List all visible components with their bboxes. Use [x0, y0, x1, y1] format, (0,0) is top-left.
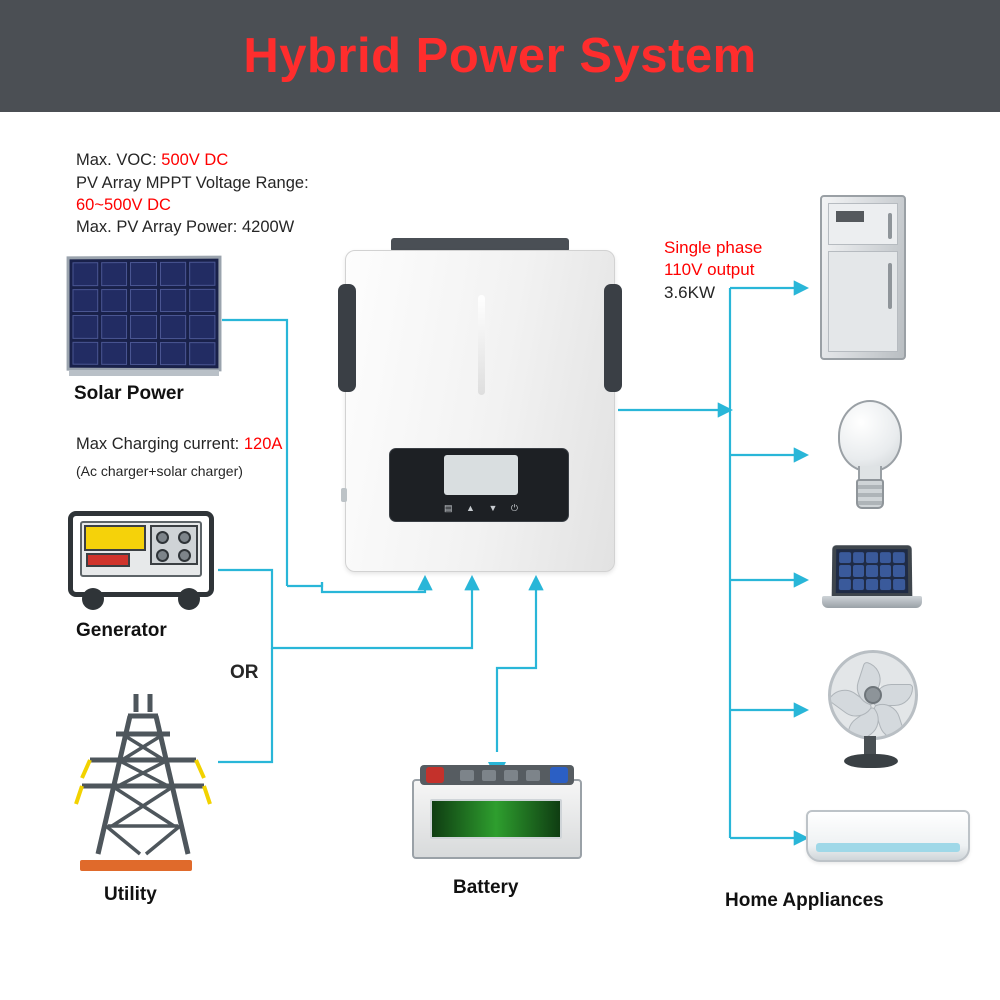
solar-cell [189, 315, 215, 339]
generator-wheel [178, 588, 200, 610]
screen-tile [839, 552, 851, 563]
solar-cell [101, 341, 127, 365]
fan-icon [820, 650, 924, 780]
spec-pv-power: Max. PV Array Power: 4200W [76, 218, 295, 236]
solar-cell [101, 289, 127, 312]
screen-tile [893, 579, 905, 590]
inverter-heatsink-right [604, 284, 622, 392]
light-bulb-screw-base [856, 479, 884, 509]
solar-cell [72, 315, 98, 338]
fan-hub [864, 686, 882, 704]
laptop-lid [832, 545, 913, 597]
output-line-1: Single phase [664, 238, 763, 257]
refrigerator-icon [820, 195, 906, 360]
generator-engine-cover [84, 525, 146, 551]
solar-cell [72, 341, 98, 364]
output-line-2: 110V output [664, 260, 755, 279]
screen-tile [853, 565, 865, 576]
solar-panel-stand [69, 370, 219, 376]
battery-label: Battery [453, 877, 519, 898]
solar-cell [130, 341, 156, 365]
generator-wheel [82, 588, 104, 610]
utility-tower-icon [68, 686, 218, 871]
screen-tile [880, 579, 892, 590]
inverter-heatsink-left [338, 284, 356, 392]
solar-cell [101, 262, 127, 286]
spec-voc-label: Max. VOC: [76, 151, 157, 169]
power-icon[interactable]: ⏻ [510, 502, 518, 513]
screen-tile [866, 552, 878, 563]
solar-cell [189, 262, 215, 286]
battery-negative-terminal [426, 767, 444, 783]
screen-tile [853, 552, 865, 563]
output-line-3: 3.6KW [664, 283, 716, 302]
spec-charging-note: (Ac charger+solar charger) [76, 463, 243, 479]
screen-tile [839, 579, 851, 590]
header-bar [0, 0, 1000, 112]
spec-charging-label: Max Charging current: [76, 435, 240, 453]
solar-cell [130, 315, 156, 339]
battery-label-panel [430, 799, 562, 839]
generator-dial [156, 531, 169, 544]
solar-cell [130, 288, 156, 312]
inverter-icon [345, 250, 615, 572]
home-appliances-label: Home Appliances [725, 890, 884, 911]
battery-icon [412, 755, 582, 865]
screen-tile [866, 565, 878, 576]
air-conditioner-icon [806, 810, 970, 862]
inverter-keypad [444, 501, 518, 515]
spec-mppt-value: 60~500V DC [76, 196, 171, 214]
fan-cage [828, 650, 918, 740]
inverter-lcd-screen [444, 455, 518, 495]
screen-tile [839, 565, 851, 576]
screen-tile [880, 565, 892, 576]
solar-cell-grid [72, 262, 215, 366]
screen-tile [893, 552, 905, 563]
light-bulb-glass [838, 400, 902, 472]
generator-red-strip [86, 553, 130, 567]
screen-tile [866, 579, 878, 590]
page-title: Hybrid Power System [243, 29, 757, 83]
spec-voc-value: 500V DC [161, 151, 229, 169]
refrigerator-display [836, 211, 864, 222]
down-arrow-icon[interactable]: ▼ [488, 503, 498, 513]
solar-cell [72, 289, 98, 312]
light-bulb-neck [858, 466, 882, 480]
battery-vent-cap [504, 770, 518, 781]
spec-charging-current [76, 433, 282, 455]
solar-cell [72, 262, 98, 285]
fan-neck [864, 736, 876, 756]
generator-dial [178, 549, 191, 562]
solar-cell [189, 288, 215, 312]
laptop-icon [822, 545, 922, 613]
solar-power-label: Solar Power [74, 383, 184, 404]
utility-label: Utility [104, 884, 157, 905]
generator-dial [156, 549, 169, 562]
up-arrow-icon[interactable]: ▲ [466, 503, 475, 513]
generator-dial [178, 531, 191, 544]
menu-icon[interactable]: ▤ [444, 502, 453, 513]
spec-mppt-label: PV Array MPPT Voltage Range: [76, 174, 309, 192]
generator-icon [66, 505, 216, 610]
screen-tile [852, 579, 864, 590]
spec-charging-value: 120A [243, 435, 283, 453]
solar-cell [101, 315, 127, 338]
laptop-screen [836, 549, 909, 593]
laptop-base [822, 596, 922, 608]
solar-panel-icon [67, 256, 222, 372]
utility-tower-base [80, 860, 192, 871]
solar-cell [189, 342, 215, 366]
utility-tower-svg [68, 686, 218, 861]
inverter-led-strip [478, 295, 485, 395]
battery-vent-cap [526, 770, 540, 781]
fan-stand [844, 754, 898, 768]
or-label: OR [230, 662, 259, 683]
screen-tile [880, 552, 892, 563]
battery-vent-cap [482, 770, 496, 781]
screen-tile [893, 565, 905, 576]
light-bulb-icon [832, 400, 908, 515]
solar-cell [130, 262, 156, 286]
refrigerator-handle [888, 263, 892, 309]
solar-cell [160, 262, 186, 286]
inverter-control-panel [389, 448, 569, 522]
air-conditioner-vent [816, 843, 960, 852]
refrigerator-handle [888, 213, 892, 239]
inverter-side-connector [341, 488, 347, 502]
solar-cell [160, 288, 186, 312]
solar-cell [160, 315, 186, 339]
generator-label: Generator [76, 620, 167, 641]
battery-vent-cap [460, 770, 474, 781]
battery-positive-terminal [550, 767, 568, 783]
solar-cell [160, 342, 186, 366]
spec-voc [76, 149, 228, 171]
